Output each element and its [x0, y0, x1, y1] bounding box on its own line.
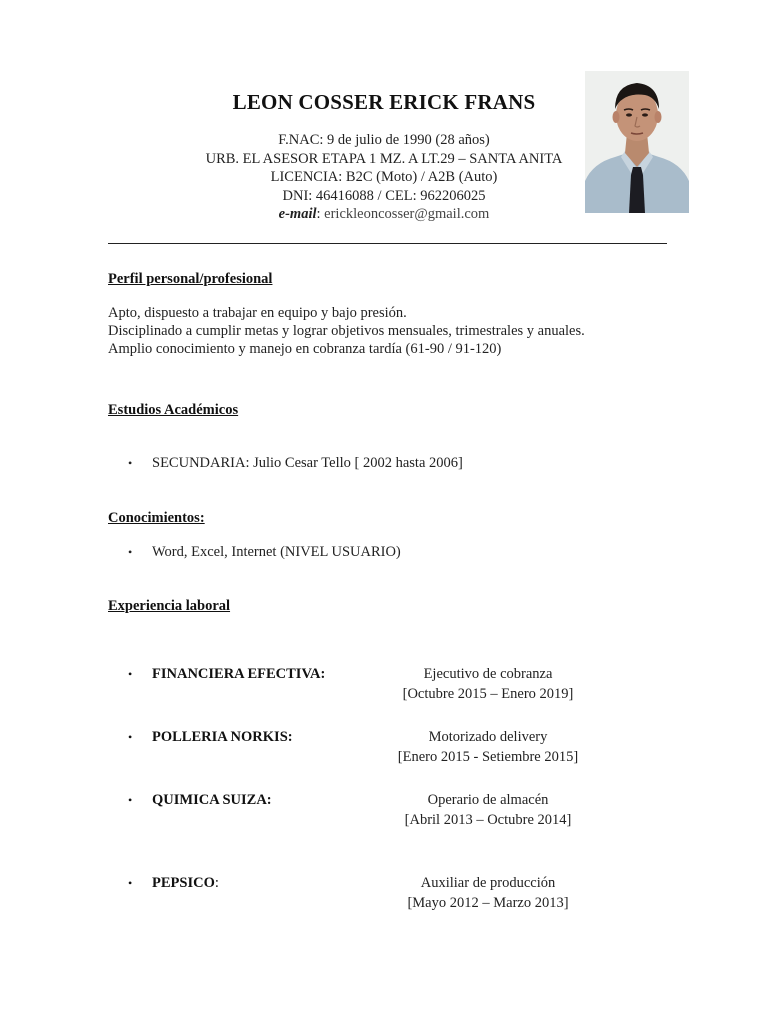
email-value[interactable]: erickleoncosser@gmail.com — [324, 206, 490, 222]
experience-company — [128, 875, 219, 892]
experience-dates: [Enero 2015 - Setiembre 2015] — [397, 749, 579, 765]
experience-dates: [Mayo 2012 – Marzo 2013] — [407, 895, 569, 911]
profile-line: Disciplinado a cumplir metas y lograr objetivos mensuales, trimestrales y anuales. — [108, 323, 585, 339]
company-name: PEPSICO — [152, 875, 215, 891]
education-item — [128, 455, 463, 472]
experience-role: Auxiliar de producción — [420, 875, 556, 891]
company-suffix: : — [214, 875, 219, 891]
email-label: e-mail — [278, 206, 317, 222]
experience-company — [128, 729, 293, 746]
experience-item — [128, 666, 648, 710]
bullet-icon: • — [128, 545, 133, 559]
experience-company — [128, 666, 325, 683]
company-name: QUIMICA SUIZA: — [152, 792, 272, 808]
experience-item — [128, 875, 648, 919]
address: URB. EL ASESOR ETAPA 1 MZ. A LT.29 – SANTA ANITA — [205, 150, 563, 167]
experience-dates: [Octubre 2015 – Enero 2019] — [402, 686, 574, 702]
header-divider — [108, 243, 667, 244]
birth-date: F.NAC: 9 de julio de 1990 (28 años) — [278, 132, 490, 148]
email-line — [150, 205, 618, 224]
bullet-icon: • — [128, 793, 133, 807]
company-name: FINANCIERA EFECTIVA: — [152, 666, 326, 682]
dni-phone: DNI: 46416088 / CEL: 962206025 — [282, 187, 486, 204]
profile-line: Apto, dispuesto a trabajar en equipo y bajo presión. — [108, 305, 407, 321]
experience-item — [128, 729, 648, 773]
bullet-icon: • — [128, 876, 133, 890]
email-colon: : — [316, 206, 325, 222]
education-item-text: SECUNDARIA: Julio Cesar Tello [ 2002 hasta 2006] — [152, 455, 463, 471]
profile-text — [108, 304, 585, 358]
portrait-illustration — [585, 71, 689, 213]
portrait-photo — [585, 71, 689, 213]
experience-dates: [Abril 2013 – Octubre 2014] — [404, 812, 572, 828]
profile-section-title: Perfil personal/profesional — [108, 271, 273, 287]
bullet-icon: • — [128, 456, 133, 470]
header — [150, 90, 618, 224]
education-section-title: Estudios Académicos — [108, 402, 239, 418]
driver-license: LICENCIA: B2C (Moto) / A2B (Auto) — [270, 169, 498, 185]
profile-line: Amplio conocimiento y manejo en cobranza tardía (61-90 / 91-120) — [108, 341, 502, 357]
experience-role: Operario de almacén — [427, 792, 549, 808]
bullet-icon: • — [128, 667, 133, 681]
experience-role: Ejecutivo de cobranza — [423, 666, 553, 682]
company-name: POLLERIA NORKIS: — [152, 729, 293, 745]
skills-item-text: Word, Excel, Internet (NIVEL USUARIO) — [152, 544, 401, 560]
experience-item — [128, 792, 648, 836]
candidate-name: LEON COSSER ERICK FRANS — [232, 90, 536, 114]
skills-section-title: Conocimientos: — [108, 510, 205, 526]
experience-company — [128, 792, 272, 809]
experience-role: Motorizado delivery — [428, 729, 548, 745]
skills-item — [128, 544, 401, 561]
experience-section-title: Experiencia laboral — [108, 598, 231, 614]
bullet-icon: • — [128, 730, 133, 744]
